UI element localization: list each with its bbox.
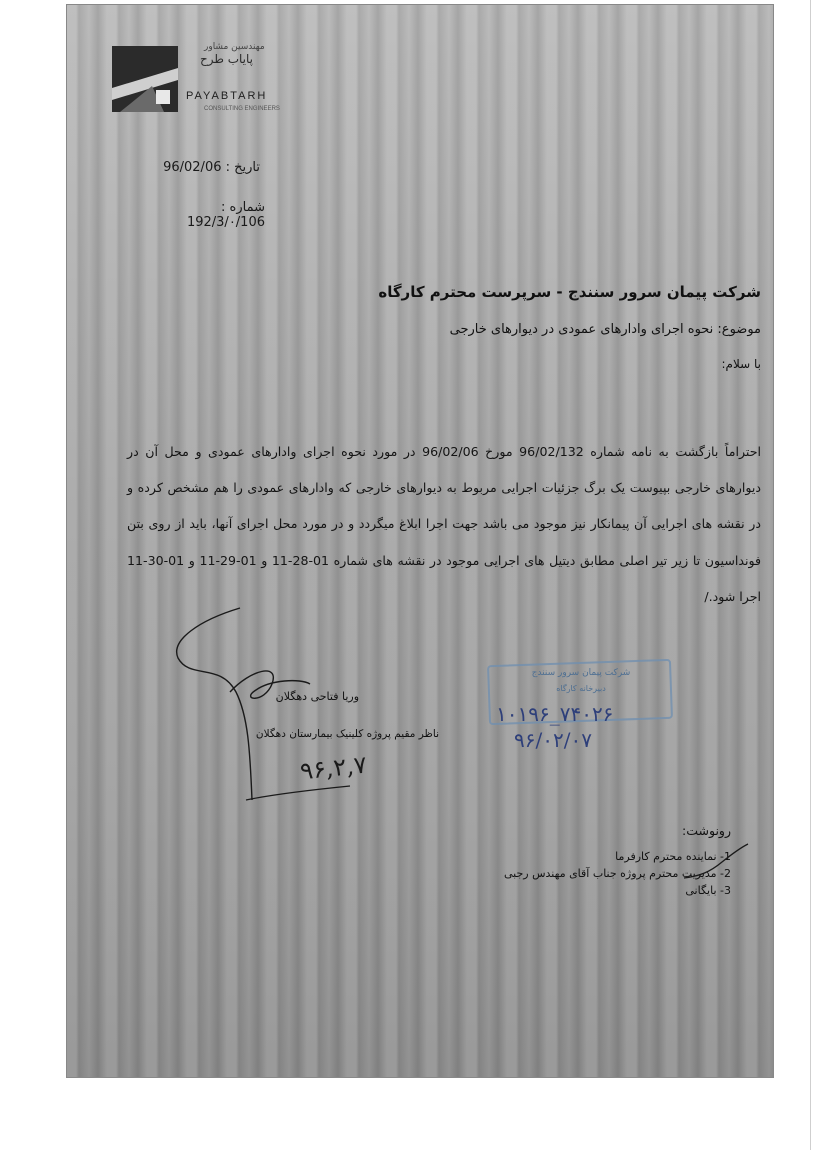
- logo-text-en: PAYABTARH: [186, 90, 268, 102]
- logo-text-fa: پایاب طرح: [200, 52, 254, 66]
- stamp-company: شرکت پیمان سرور سنندج: [531, 668, 631, 678]
- letter-greeting: با سلام:: [721, 357, 761, 371]
- company-logo: [112, 42, 312, 126]
- cc-label: رونوشت:: [682, 823, 731, 838]
- logo-subtitle-fa: مهندسین مشاور: [204, 42, 265, 52]
- cc-item: 3- بایگانی: [685, 884, 731, 897]
- handwritten-date: ۹۶,۲,۷: [298, 750, 369, 786]
- cc-item: 2- مدیریت محترم پروژه جناب آقای مهندس رجبی: [504, 867, 731, 880]
- letter-body: احتراماً بازگشت به نامه شماره 96/02/132 مورخ 96/02/06 در مورد نحوه اجرای وادارهای عمودی و محل آن در دیوارهای خارجی بپیوست یک برگ جزئیات اجرایی مربوط به دیوارهای خارجی که وادارهای عمودی را هم مشخص کرده و در نقشه های اجرایی آن پیمانکار نیز موجود می باشد جهت اجرا ابلاغ میگردد و در مورد محل اجرای آنها، باید از روی بتن فونداسیون تا زیر تیر اصلی مطابق دیتیل های اجرایی موجود در نقشه های شماره 01-28-11 و 01-29-11 و 01-30-11 اجرا شود./: [127, 444, 762, 604]
- signatory-name: وریا فتاحی دهگلان: [275, 690, 359, 703]
- letter-subject: موضوع: نحوه اجرای وادارهای عمودی در دیوارهای خارجی: [449, 322, 761, 337]
- page-edge-line: [810, 0, 811, 1150]
- stamp-number: ۱۰۱۹۶_۷۴۰۲۶: [496, 702, 614, 726]
- stamp-date: ۹۶/۰۲/۰۷: [514, 728, 592, 752]
- cc-item: 1- نماینده محترم کارفرما: [615, 850, 731, 863]
- signatory-title: ناظر مقیم پروژه کلینیک بیمارستان دهگلان: [255, 728, 439, 740]
- letter-number: شماره : 192/3/۰/106: [186, 200, 265, 230]
- letter-date: تاریخ : 96/02/06: [163, 160, 260, 175]
- stamp-office: دبیرخانه کارگاه: [556, 684, 606, 693]
- logo-mark-icon: [112, 46, 178, 112]
- check-mark-icon: [680, 838, 750, 888]
- registration-stamp: [488, 662, 688, 758]
- letter-recipient: شرکت پیمان سرور سنندج - سرپرست محترم کارگاه: [378, 283, 761, 301]
- logo-tagline: CONSULTING ENGINEERS: [204, 106, 280, 112]
